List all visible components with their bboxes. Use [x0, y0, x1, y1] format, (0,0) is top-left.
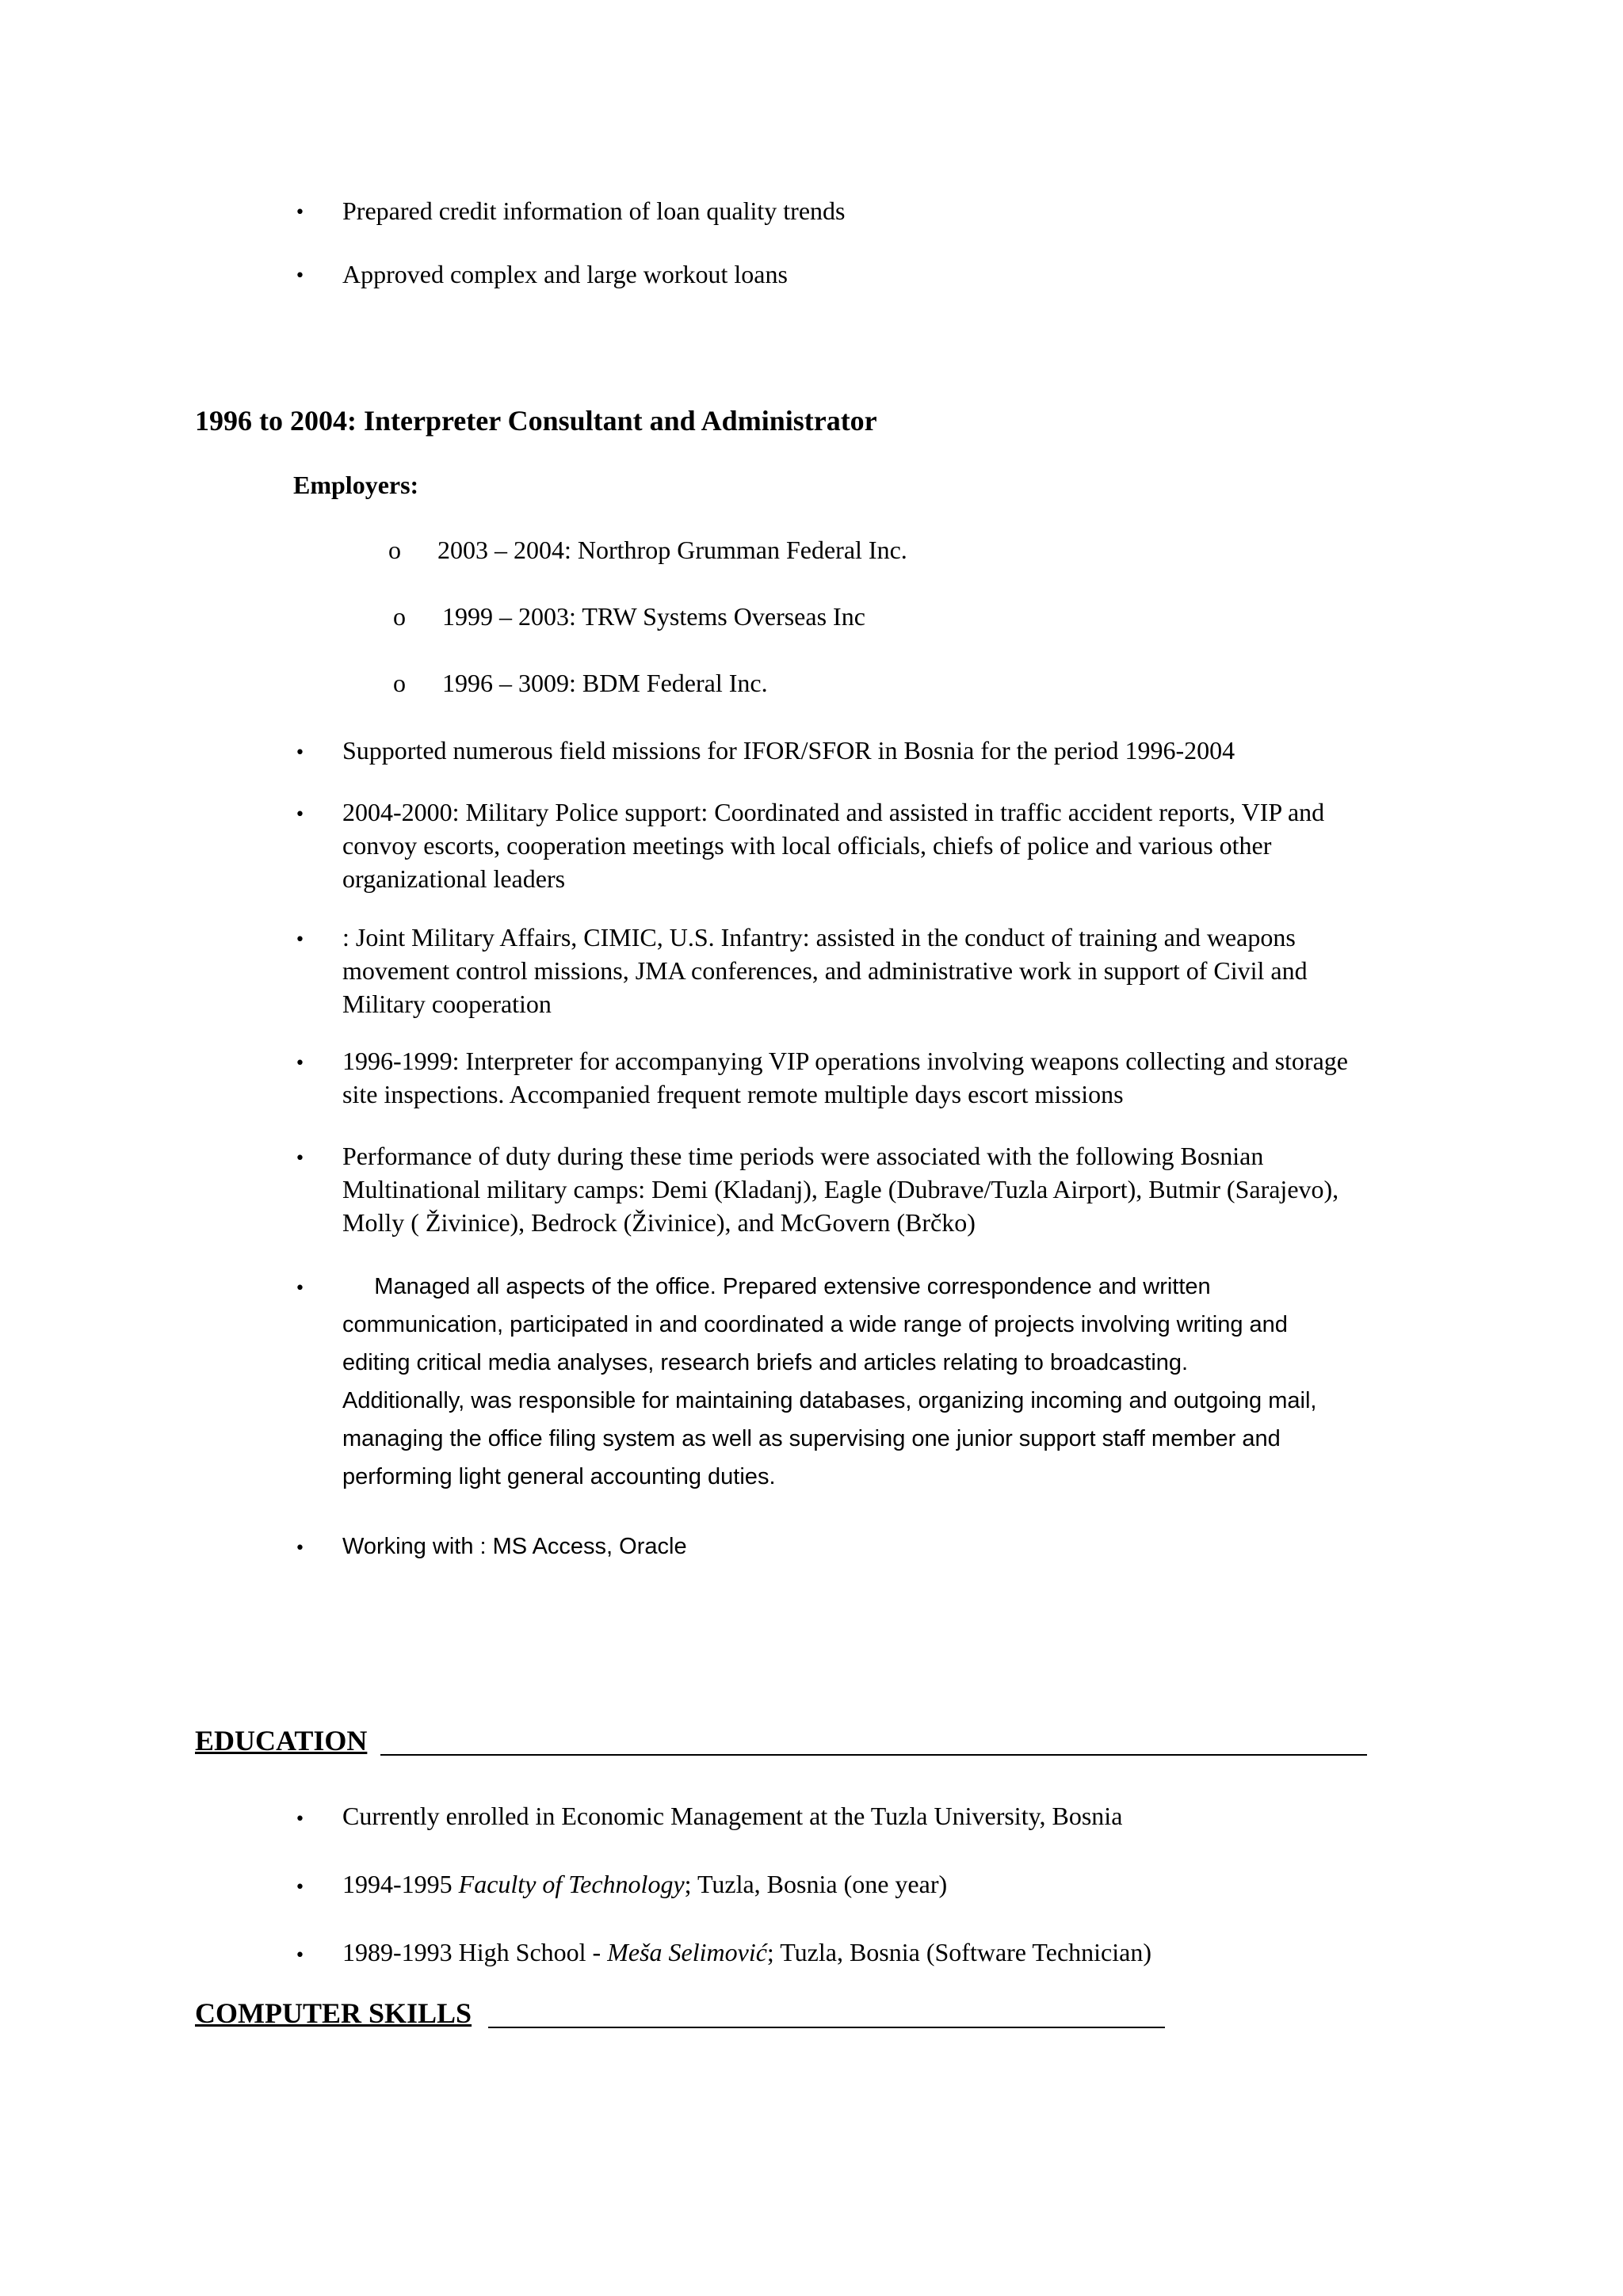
circle-bullet-icon: o — [393, 602, 406, 631]
bullet-icon: • — [295, 266, 305, 286]
office-duty-item: Managed all aspects of the office. Prepared extensive correspondence and written communication, participated in and coordinated a wide range of projects involving writing and editing critical media analyses, research briefs and articles relating to broadcasting. Additionally, was responsible for maintaining databases, organizing incoming and outgoing mail, managing the office filing system as well as supervising one junior support staff member and performing light general accounting duties. — [342, 1274, 1317, 1489]
bullet-text: Prepared credit information of loan quality trends — [342, 196, 846, 225]
bullet-icon: • — [295, 1878, 305, 1897]
bullet-icon: • — [295, 1946, 305, 1966]
bullet-icon: • — [295, 805, 305, 825]
bullet-text: Approved complex and large workout loans — [342, 260, 788, 288]
bullet-icon: • — [295, 1539, 305, 1558]
duty-item: 2004-2000: Military Police support: Coordinated and assisted in traffic accident reports, VIP and convoy escorts, cooperation meetings with local officials, chiefs of police and various other organizational leaders — [342, 798, 1325, 893]
bullet-icon: • — [295, 1810, 305, 1829]
employer-item: 1996 – 3009: BDM Federal Inc. — [442, 669, 768, 697]
bullet-icon: • — [295, 203, 305, 223]
education-rule — [380, 1754, 1367, 1756]
education-item: Currently enrolled in Economic Management at the Tuzla University, Bosnia — [342, 1802, 1123, 1830]
bullet-icon: • — [295, 1149, 305, 1169]
duty-item: 1996-1999: Interpreter for accompanying VIP operations involving weapons collecting and storage site inspections. Accompanied frequent remote multiple days escort missions — [342, 1047, 1348, 1108]
circle-bullet-icon: o — [388, 536, 401, 564]
bullet-icon: • — [295, 930, 305, 950]
bullet-icon: • — [295, 1279, 305, 1299]
employers-label: Employers: — [293, 471, 419, 499]
duty-item: Performance of duty during these time periods were associated with the following Bosnian Multinational military camps: Demi (Kladanj), Eagle (Dubrave/Tuzla Airport), Butmir (Sarajevo), Molly ( Živinice), Bedrock (Živinice), and McGovern (Brčko) — [342, 1142, 1339, 1237]
circle-bullet-icon: o — [393, 669, 406, 697]
education-item: 1989-1993 High School - Meša Selimović; Tuzla, Bosnia (Software Technician) — [342, 1938, 1151, 1966]
bullet-icon: • — [295, 743, 305, 763]
job-title: 1996 to 2004: Interpreter Consultant and Administrator — [195, 405, 877, 437]
education-heading: EDUCATION — [195, 1725, 368, 1756]
education-item: 1994-1995 Faculty of Technology; Tuzla, Bosnia (one year) — [342, 1870, 948, 1898]
duty-item: : Joint Military Affairs, CIMIC, U.S. Infantry: assisted in the conduct of training and weapons movement control missions, JMA conferences, and administrative work in support of Civil and Military cooperation — [342, 923, 1308, 1018]
employer-item: 2003 – 2004: Northrop Grumman Federal Inc. — [437, 536, 907, 564]
duty-item: Supported numerous field missions for IFOR/SFOR in Bosnia for the period 1996-2004 — [342, 736, 1235, 765]
working-with-item: Working with : MS Access, Oracle — [342, 1534, 687, 1559]
bullet-icon: • — [295, 1054, 305, 1074]
computer-skills-heading: COMPUTER SKILLS — [195, 1997, 472, 2029]
computer-skills-rule — [488, 2027, 1165, 2028]
employer-item: 1999 – 2003: TRW Systems Overseas Inc — [442, 602, 865, 631]
